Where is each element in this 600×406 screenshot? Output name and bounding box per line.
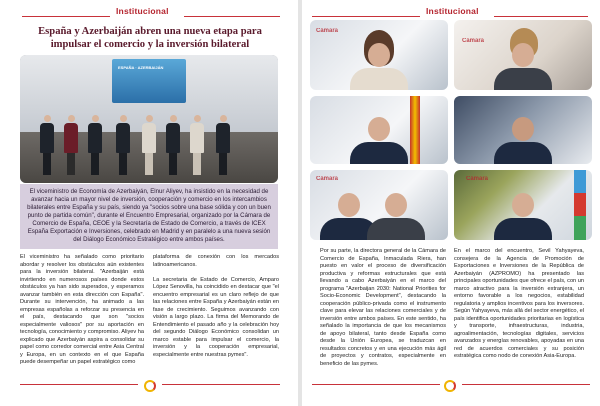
photo-speaker-woman-2 (454, 20, 592, 90)
footer-rule-left (20, 384, 138, 385)
photo-speaker-man-2 (454, 96, 592, 164)
photo-logo-text: Cámara (462, 38, 485, 44)
camara-logo-icon (144, 380, 156, 392)
photo-panel (310, 170, 448, 240)
photo-logo-text: Cámara (466, 176, 489, 182)
footer-rule-left (312, 384, 440, 385)
screen-text: ESPAÑA · AZERBAIJÁN (118, 65, 164, 70)
photo-logo-text: Cámara (316, 28, 339, 34)
group-photo (20, 55, 278, 183)
section-label: Institucional (426, 6, 479, 16)
footer-rule-right (462, 384, 590, 385)
section-rule-left (22, 16, 110, 17)
article-headline: España y Azerbaiján abren una nueva etapa para impulsar el comercio y la inversión bilateral (38, 26, 262, 50)
right-column-1: Por su parte, la directora general de la Cámara de Comercio de España, Inmaculada Riera, han puesto en valor el proceso de diversificación productiva y reformas estructurales que está llevando a cabo Azerbaiyán en el marco del programa "Azerbaijan 2030: National Priorities for Socio‑Economic Development", destacando la cooperación público‑privada como el instrumento clave para elevar las relaciones comerciales y de inversión entre ambos países. En este sentido, ha señalado la importancia de que los mecanismos de apoyo bilateral, tanto desde España como desde la Unión Europea, se traduzcan en resultados concretos y en una ejecución más ágil de proyectos y contratos, especialmente en beneficio de las pymes. (320, 248, 446, 367)
left-page (0, 0, 298, 406)
section-rule-left (312, 16, 420, 17)
section-rule-right (494, 16, 588, 17)
left-column-1: El viceministro ha señalado como prioritario abordar y resolver los obstáculos aún existentes para la inversión bilateral. "Azerbaiján está invirtiendo en numerosos países donde estos obstáculos ya han sido superados, y esperamos avanzar también en esta dirección con España". Durante su intervención, ha animado a las empresas españolas a reforzar su presencia en el país, destacando que son "socios especialmente valiosos" por su aportación en tecnología, conocimiento y compromiso. Aliyev ha explicado que Azerbaiyán aspira a consolidar su papel como corredor comercial entre Asia Central y Europa, en un contexto en el que España puede desempeñar un papel estratégico como (20, 254, 144, 365)
footer-rule-right (162, 384, 280, 385)
article-intro: El viceministro de Economía de Azerbaiyán, Elnur Aliyev, ha insistido en la necesidad de avanzar hacia un mayor nivel de inversión, cooperación y comercio en los intercambios bilaterales entre España y su país, siendo ya "socios sobre una base sólida y con un buen punto de partida común", durante el Encuentro Empresarial, organizado por la Cámara de Comercio de España, CEOE y la Secretaría de Estado de Comercio, a través de ICEX España Exportación e Inversiones, celebrado en Madrid y en paralelo a una nueva sesión del Diálogo Económico Estratégico entre ambos países. (20, 184, 278, 249)
section-label: Institucional (116, 6, 169, 16)
photo-logo-text: Cámara (316, 176, 339, 182)
right-page (302, 0, 600, 406)
camara-logo-icon (444, 380, 456, 392)
section-rule-right (184, 16, 280, 17)
photo-speaker-man (310, 96, 448, 164)
left-column-2: plataforma de conexión con los mercados latinoamericanos. La secretaria de Estado de Comercio, Amparo López Senovilla, ha coincidido en destacar que "el encuentro empresarial es un claro reflejo de que las relaciones entre España y Azerbaiyán están en fase de crecimiento. Seguimos avanzando con visión a largo plazo. La firma del Memorando de Entendimiento el pasado año y la celebración hoy del segundo Diálogo Económico consolidan un marco estable para impulsar el comercio, la inversión y la cooperación empresarial, especialmente entre nuestras pymes". (153, 254, 279, 358)
photo-speaker-woman (310, 20, 448, 90)
event-screen (112, 59, 186, 103)
photo-panel-2 (454, 170, 592, 240)
right-column-2: En el marco del encuentro, Sevil Yahyayeva, consejera de la Agencia de Promoción de Exportaciones e Inversiones de la República de Azerbaiyán (AZPROMO) ha presentado las principales oportunidades que ofrece el país, con un marco atractivo para la inversión extranjera, un entorno favorable a los negocios, estabilidad regulatoria y amplios incentivos para los inversores. Según Yahyayeva, más allá del sector energético, el país identifica oportunidades prioritarias en logística y transporte, infraestructuras, industria, agroalimentación, tecnologías digitales, servicios avanzados y energías renovables, apoyadas en una red de acuerdos comerciales y su posición estratégica como nodo de conexión Asia‑Europa. (454, 248, 584, 359)
